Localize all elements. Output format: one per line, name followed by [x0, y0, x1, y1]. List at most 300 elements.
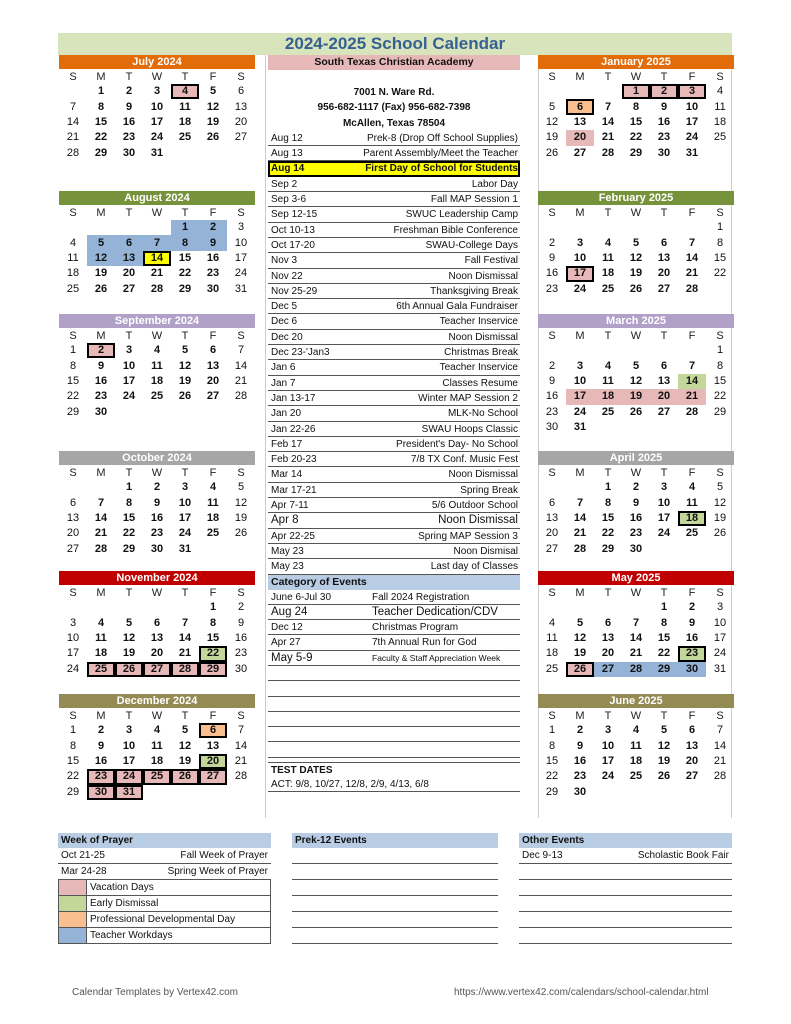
day-cell: 27	[206, 390, 220, 403]
day-cell	[622, 600, 650, 615]
event-title: Fall MAP Session 1	[430, 194, 518, 206]
event-date: Sep 2	[271, 178, 298, 190]
event-title: SWUC Leadership Camp	[405, 209, 518, 221]
day-cell	[115, 297, 143, 312]
legend-label: Teacher Workdays	[90, 930, 173, 941]
category-title: Teacher Dedication/CDV	[372, 605, 498, 618]
blank-line	[292, 848, 498, 864]
day-cell: 29	[629, 146, 643, 159]
day-cell: 30	[573, 785, 587, 798]
legend-label: Early Dismissal	[90, 898, 159, 909]
day-cell: 15	[657, 631, 671, 644]
day-cell	[622, 161, 650, 176]
day-cell: 10	[122, 739, 136, 752]
day-cell: 12	[657, 739, 671, 752]
event-row	[268, 529, 520, 544]
day-cell	[538, 161, 566, 176]
day-cell: 26	[713, 527, 727, 540]
day-cell: 26	[657, 770, 671, 783]
day-cell: 19	[657, 754, 671, 767]
day-cell: 5	[576, 616, 584, 629]
day-cell: 17	[657, 511, 671, 524]
day-cell: 16	[122, 115, 136, 128]
day-cell	[594, 785, 622, 800]
day-cell: 11	[602, 251, 614, 264]
day-cell: 24	[115, 769, 143, 784]
day-cell: 13	[601, 631, 615, 644]
day-cell	[566, 161, 594, 176]
day-cell	[538, 480, 566, 495]
event-title: Noon Dismissal	[448, 469, 518, 481]
category-date: Aug 24	[271, 605, 308, 618]
day-cell: 25	[206, 527, 220, 540]
weekday-header: S	[716, 70, 724, 83]
day-cell: 1	[97, 85, 105, 98]
day-cell: 21	[573, 527, 587, 540]
day-cell: 29	[66, 405, 80, 418]
weekday-header: F	[209, 70, 217, 83]
day-cell: 20	[199, 754, 227, 769]
day-cell: 6	[237, 85, 245, 98]
day-cell: 18	[678, 511, 706, 526]
day-cell	[171, 800, 199, 815]
day-cell: 17	[150, 115, 164, 128]
event-date: Apr 22-25	[271, 530, 315, 542]
day-cell: 10	[685, 100, 699, 113]
month-calendar	[538, 571, 734, 692]
day-cell: 13	[115, 251, 143, 266]
day-cell: 27	[545, 542, 559, 555]
event-date: Aug 12	[271, 132, 303, 144]
day-cell: 9	[548, 374, 556, 387]
day-cell: 27	[685, 770, 699, 783]
day-cell: 6	[548, 496, 556, 509]
day-cell: 26	[171, 769, 199, 784]
day-cell: 18	[601, 267, 615, 280]
day-cell	[622, 800, 650, 815]
blank-line	[519, 928, 732, 944]
event-date: Feb 17	[271, 438, 303, 450]
prayer-title: Spring Week of Prayer	[167, 866, 268, 877]
day-cell: 12	[178, 739, 192, 752]
day-cell: 14	[143, 251, 171, 266]
day-cell	[171, 146, 199, 161]
day-cell: 25	[143, 769, 171, 784]
category-row	[268, 590, 520, 605]
day-cell	[59, 480, 87, 495]
day-cell	[650, 297, 678, 312]
day-cell: 27	[657, 282, 671, 295]
day-cell: 29	[122, 542, 136, 555]
day-cell: 30	[87, 785, 115, 800]
event-title: President's Day- No School	[396, 438, 518, 450]
blank-line	[268, 712, 520, 727]
month-header: December 2024	[59, 694, 255, 708]
weekday-header: S	[716, 586, 724, 599]
weekday-header: T	[125, 586, 133, 599]
event-row	[268, 452, 520, 467]
day-cell: 23	[122, 131, 136, 144]
day-cell	[538, 220, 566, 235]
day-cell: 18	[94, 647, 108, 660]
event-date: Mar 14	[271, 469, 303, 481]
event-date: Jan 6	[271, 362, 296, 374]
event-title: Noon Dismissal	[448, 270, 518, 282]
day-cell: 9	[153, 496, 161, 509]
event-row	[268, 498, 520, 513]
day-cell: 25	[150, 390, 164, 403]
day-cell	[59, 800, 87, 815]
event-row	[268, 314, 520, 329]
day-cell: 29	[650, 662, 678, 677]
weekday-header: M	[575, 329, 585, 342]
day-cell: 8	[632, 100, 640, 113]
weekday-header: S	[69, 709, 77, 722]
day-cell	[87, 480, 115, 495]
day-cell	[227, 800, 255, 815]
day-cell: 16	[657, 115, 671, 128]
day-cell: 29	[66, 785, 80, 798]
day-cell: 4	[209, 481, 217, 494]
month-header: March 2025	[538, 314, 734, 328]
day-cell: 6	[199, 723, 227, 738]
day-cell	[538, 84, 566, 99]
day-cell: 20	[566, 130, 594, 145]
day-cell: 23	[657, 131, 671, 144]
event-date: Dec 23-'Jan3	[271, 347, 330, 359]
legend-swatch	[59, 928, 87, 943]
week-of-prayer-box	[58, 833, 271, 944]
day-cell	[678, 800, 706, 815]
day-cell	[87, 297, 115, 312]
weekday-header: S	[716, 709, 724, 722]
blank-line	[519, 912, 732, 928]
event-title: Teacher Inservice	[439, 316, 518, 328]
day-cell: 25	[178, 131, 192, 144]
weekday-header: T	[660, 206, 668, 219]
day-cell: 1	[548, 724, 556, 737]
day-cell: 12	[629, 251, 643, 264]
day-cell: 13	[657, 374, 671, 387]
day-cell: 26	[629, 282, 643, 295]
day-cell: 30	[234, 662, 248, 675]
day-cell: 22	[94, 131, 108, 144]
event-title: Freshman Bible Conference	[393, 224, 518, 236]
day-cell: 30	[678, 662, 706, 677]
day-cell	[143, 600, 171, 615]
day-cell: 27	[573, 146, 587, 159]
event-title: Teacher Inservice	[439, 362, 518, 374]
day-cell	[650, 800, 678, 815]
day-cell: 19	[94, 267, 108, 280]
weekday-header: F	[688, 206, 696, 219]
weekday-header: T	[125, 206, 133, 219]
day-cell: 18	[713, 115, 727, 128]
day-cell: 4	[97, 616, 105, 629]
month-calendar	[538, 451, 734, 572]
day-cell: 21	[601, 131, 615, 144]
week-of-prayer-header: Week of Prayer	[58, 833, 271, 848]
day-cell: 1	[69, 724, 77, 737]
blank-line	[292, 912, 498, 928]
day-cell: 3	[237, 221, 245, 234]
day-cell: 19	[122, 647, 136, 660]
day-cell	[199, 297, 227, 312]
day-cell	[594, 297, 622, 312]
day-cell: 17	[685, 115, 699, 128]
day-cell: 26	[178, 390, 192, 403]
event-row	[268, 299, 520, 314]
day-cell: 24	[122, 390, 136, 403]
day-cell: 12	[234, 496, 248, 509]
day-cell: 19	[573, 647, 587, 660]
day-cell: 21	[234, 374, 248, 387]
day-cell	[650, 542, 678, 557]
day-cell	[199, 677, 227, 692]
day-cell: 8	[548, 739, 556, 752]
day-cell: 15	[94, 115, 108, 128]
day-cell	[678, 785, 706, 800]
day-cell	[59, 84, 87, 99]
day-cell: 23	[87, 769, 115, 784]
day-cell: 11	[630, 739, 642, 752]
day-cell	[199, 420, 227, 435]
other-event-title: Scholastic Book Fair	[637, 850, 729, 861]
event-date: Sep 12-15	[271, 209, 318, 221]
day-cell: 10	[178, 496, 192, 509]
day-cell: 2	[632, 481, 640, 494]
day-cell: 8	[604, 496, 612, 509]
day-cell	[594, 600, 622, 615]
month-grid	[59, 465, 255, 572]
day-cell: 7	[604, 100, 612, 113]
blank-line	[292, 928, 498, 944]
events-panel	[268, 55, 520, 792]
day-cell	[143, 800, 171, 815]
weekday-header: M	[96, 466, 106, 479]
day-cell	[622, 343, 650, 358]
day-cell: 10	[713, 616, 727, 629]
day-cell	[59, 220, 87, 235]
day-cell: 21	[94, 527, 108, 540]
weekday-header: S	[548, 709, 556, 722]
day-cell: 28	[685, 405, 699, 418]
day-cell: 14	[685, 251, 699, 264]
event-row	[268, 146, 520, 161]
day-cell: 30	[206, 282, 220, 295]
event-row	[268, 406, 520, 421]
weekday-header: F	[209, 466, 217, 479]
weekday-header: T	[181, 329, 189, 342]
weekday-header: S	[237, 329, 245, 342]
day-cell	[199, 405, 227, 420]
day-cell	[199, 542, 227, 557]
day-cell	[199, 800, 227, 815]
day-cell: 29	[94, 146, 108, 159]
day-cell: 18	[594, 389, 622, 404]
day-cell: 12	[545, 115, 559, 128]
event-date: Feb 20-23	[271, 454, 317, 466]
day-cell: 27	[657, 405, 671, 418]
event-row	[268, 391, 520, 406]
legend-item	[58, 928, 271, 944]
day-cell: 6	[153, 616, 161, 629]
day-cell: 25	[66, 282, 80, 295]
day-cell: 4	[69, 236, 77, 249]
day-cell: 5	[181, 724, 189, 737]
weekday-header: M	[96, 586, 106, 599]
event-title: Winter MAP Session 2	[418, 392, 518, 404]
event-row	[268, 238, 520, 253]
day-cell: 21	[713, 754, 727, 767]
day-cell: 2	[688, 601, 696, 614]
day-cell	[706, 800, 734, 815]
day-cell: 29	[713, 405, 727, 418]
weekday-header: T	[604, 206, 612, 219]
day-cell: 17	[178, 511, 192, 524]
day-cell: 16	[545, 390, 559, 403]
day-cell: 4	[688, 481, 696, 494]
day-cell: 22	[713, 267, 727, 280]
day-cell: 6	[688, 724, 696, 737]
day-cell: 26	[566, 662, 594, 677]
day-cell: 31	[115, 785, 143, 800]
day-cell: 2	[548, 236, 556, 249]
day-cell	[706, 542, 734, 557]
day-cell: 14	[601, 115, 615, 128]
day-cell: 9	[688, 616, 696, 629]
day-cell: 11	[602, 374, 614, 387]
day-cell: 5	[125, 616, 133, 629]
day-cell: 15	[178, 251, 192, 264]
day-cell	[171, 785, 199, 800]
day-cell: 23	[206, 267, 220, 280]
day-cell: 3	[576, 236, 584, 249]
day-cell: 7	[576, 496, 584, 509]
weekday-header: W	[630, 709, 642, 722]
category-row	[268, 605, 520, 620]
day-cell: 8	[209, 616, 217, 629]
day-cell: 24	[573, 405, 587, 418]
day-cell: 17	[66, 647, 80, 660]
event-date: Nov 3	[271, 255, 298, 267]
day-cell: 28	[685, 282, 699, 295]
month-header: February 2025	[538, 191, 734, 205]
day-cell: 24	[66, 662, 80, 675]
day-cell	[115, 405, 143, 420]
day-cell: 20	[234, 115, 248, 128]
category-row	[268, 620, 520, 635]
weekday-header: T	[660, 466, 668, 479]
day-cell	[227, 405, 255, 420]
day-cell: 17	[234, 251, 248, 264]
day-cell	[650, 677, 678, 692]
weekday-header: W	[151, 329, 163, 342]
day-cell: 1	[125, 481, 133, 494]
day-cell: 2	[199, 220, 227, 235]
day-cell: 28	[171, 662, 199, 677]
day-cell	[706, 677, 734, 692]
weekday-header: T	[125, 466, 133, 479]
day-cell: 8	[716, 359, 724, 372]
day-cell: 20	[66, 527, 80, 540]
day-cell: 12	[122, 631, 136, 644]
day-cell: 1	[622, 84, 650, 99]
weekday-header: F	[688, 70, 696, 83]
day-cell: 16	[206, 251, 220, 264]
school-address: 7001 N. Ware Rd.	[353, 87, 435, 98]
month-header: May 2025	[538, 571, 734, 585]
day-cell: 18	[629, 754, 643, 767]
day-cell: 24	[685, 131, 699, 144]
day-cell: 19	[178, 374, 192, 387]
day-cell: 11	[207, 496, 219, 509]
weekday-header: S	[548, 586, 556, 599]
footer-left: Calendar Templates by Vertex42.com	[72, 987, 239, 998]
event-title: Thanksgiving Break	[430, 285, 518, 297]
day-cell: 13	[685, 739, 699, 752]
day-cell: 1	[716, 344, 724, 357]
day-cell	[678, 677, 706, 692]
day-cell	[115, 220, 143, 235]
category-date: May 5-9	[271, 651, 313, 664]
day-cell	[199, 161, 227, 176]
day-cell: 10	[573, 251, 587, 264]
event-title: 6th Annual Gala Fundraiser	[396, 301, 518, 313]
day-cell: 24	[713, 647, 727, 660]
day-cell: 7	[69, 100, 77, 113]
day-cell: 11	[151, 739, 163, 752]
month-calendar	[538, 314, 734, 435]
footer-right[interactable]: https://www.vertex42.com/calendars/school-calendar.html	[454, 987, 709, 998]
weekday-header: S	[237, 709, 245, 722]
day-cell	[59, 677, 87, 692]
day-cell: 5	[209, 85, 217, 98]
day-cell: 7	[688, 359, 696, 372]
blank-line	[268, 742, 520, 757]
day-cell	[227, 420, 255, 435]
weekday-header: S	[237, 70, 245, 83]
event-date: Jan 7	[271, 377, 296, 389]
day-cell: 3	[181, 481, 189, 494]
day-cell: 13	[657, 251, 671, 264]
day-cell: 4	[153, 344, 161, 357]
weekday-header: T	[181, 466, 189, 479]
day-cell: 1	[604, 481, 612, 494]
day-cell: 1	[171, 220, 199, 235]
other-events-header: Other Events	[519, 833, 732, 848]
event-date: Jan 13-17	[271, 392, 316, 404]
day-cell: 15	[122, 511, 136, 524]
weekday-header: S	[69, 70, 77, 83]
day-cell	[622, 220, 650, 235]
day-cell: 28	[713, 770, 727, 783]
month-grid	[538, 69, 734, 176]
day-cell	[143, 220, 171, 235]
prek-events-header: Prek-12 Events	[292, 833, 498, 848]
day-cell	[227, 161, 255, 176]
day-cell: 12	[206, 100, 220, 113]
day-cell	[594, 677, 622, 692]
day-cell: 12	[713, 496, 727, 509]
day-cell: 12	[87, 251, 115, 266]
day-cell	[143, 405, 171, 420]
category-date: Dec 12	[271, 622, 303, 634]
month-header: April 2025	[538, 451, 734, 465]
day-cell: 24	[234, 267, 248, 280]
day-cell: 15	[629, 115, 643, 128]
day-cell: 27	[122, 282, 136, 295]
